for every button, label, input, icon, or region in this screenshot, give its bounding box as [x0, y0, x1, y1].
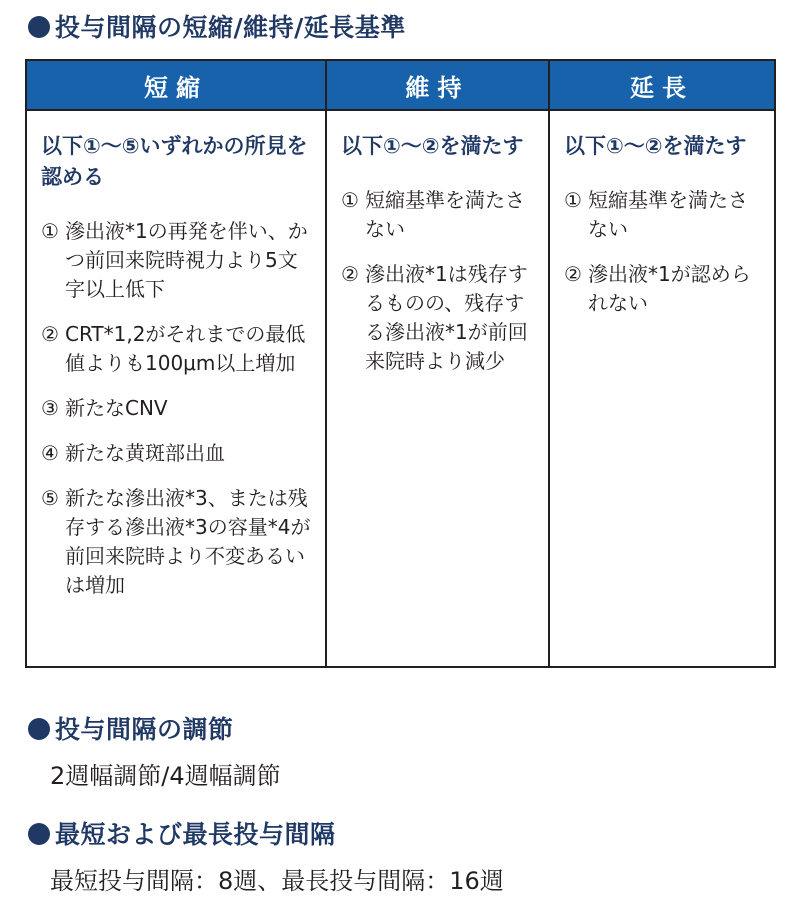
item-number: ②	[41, 322, 59, 346]
list-item	[341, 186, 538, 244]
list-item	[341, 260, 538, 376]
list-item	[41, 394, 315, 423]
item-number: ④	[41, 441, 59, 465]
section-title: 最短および最長投与間隔	[55, 820, 336, 849]
header-maintain: 維持	[326, 60, 549, 110]
section-heading-adjustment	[28, 710, 234, 746]
bullet-icon	[28, 718, 50, 740]
header-shorten: 短縮	[26, 60, 326, 110]
item-number: ⑤	[41, 486, 59, 510]
list-item	[41, 320, 315, 378]
item-number: ①	[564, 188, 582, 212]
item-text: 滲出液*1の再発を伴い、かつ前回来院時視力より5文字以上低下	[65, 219, 308, 301]
column-lead: 以下①〜⑤いずれかの所見を認める	[41, 134, 308, 189]
header-extend: 延長	[549, 60, 775, 110]
list-item	[41, 217, 315, 304]
item-text: 滲出液*1は残存するものの、残存する滲出液*1が前回来院時より減少	[365, 262, 528, 373]
cell-shorten	[26, 110, 326, 667]
table-header-row	[26, 60, 775, 110]
item-number: ②	[341, 262, 359, 286]
list-item	[564, 186, 764, 244]
item-text: 新たなCNV	[65, 396, 168, 420]
item-number: ③	[41, 396, 59, 420]
item-text: 短縮基準を満たさない	[588, 188, 748, 241]
column-lead: 以下①〜②を満たす	[564, 134, 747, 158]
cell-extend	[549, 110, 775, 667]
item-number: ①	[341, 188, 359, 212]
section-title: 投与間隔の調節	[55, 715, 234, 744]
table-body-row	[26, 110, 775, 667]
list-item	[564, 260, 764, 318]
section-heading-criteria	[28, 8, 406, 44]
list-item	[41, 439, 315, 468]
item-text: 滲出液*1が認められない	[588, 262, 751, 315]
item-text: 短縮基準を満たさない	[365, 188, 525, 241]
item-text: 新たな黄斑部出血	[65, 441, 225, 465]
item-number: ②	[564, 262, 582, 286]
item-text: 新たな滲出液*3、または残存する滲出液*3の容量*4が前回来院時より不変あるいは増加	[65, 486, 311, 597]
bullet-icon	[28, 16, 50, 38]
item-text: CRT*1,2がそれまでの最低値よりも100μm以上増加	[65, 322, 306, 375]
criteria-table	[25, 59, 776, 668]
column-lead: 以下①〜②を満たす	[341, 134, 524, 158]
section-heading-min-max	[28, 815, 336, 851]
section-title: 投与間隔の短縮/維持/延長基準	[55, 13, 406, 42]
item-number: ①	[41, 219, 59, 243]
min-max-text: 最短投与間隔：8週、最長投与間隔：16週	[50, 867, 504, 895]
list-item	[41, 484, 315, 600]
cell-maintain	[326, 110, 549, 667]
adjustment-text: 2週幅調節/4週幅調節	[50, 762, 281, 790]
bullet-icon	[28, 823, 50, 845]
